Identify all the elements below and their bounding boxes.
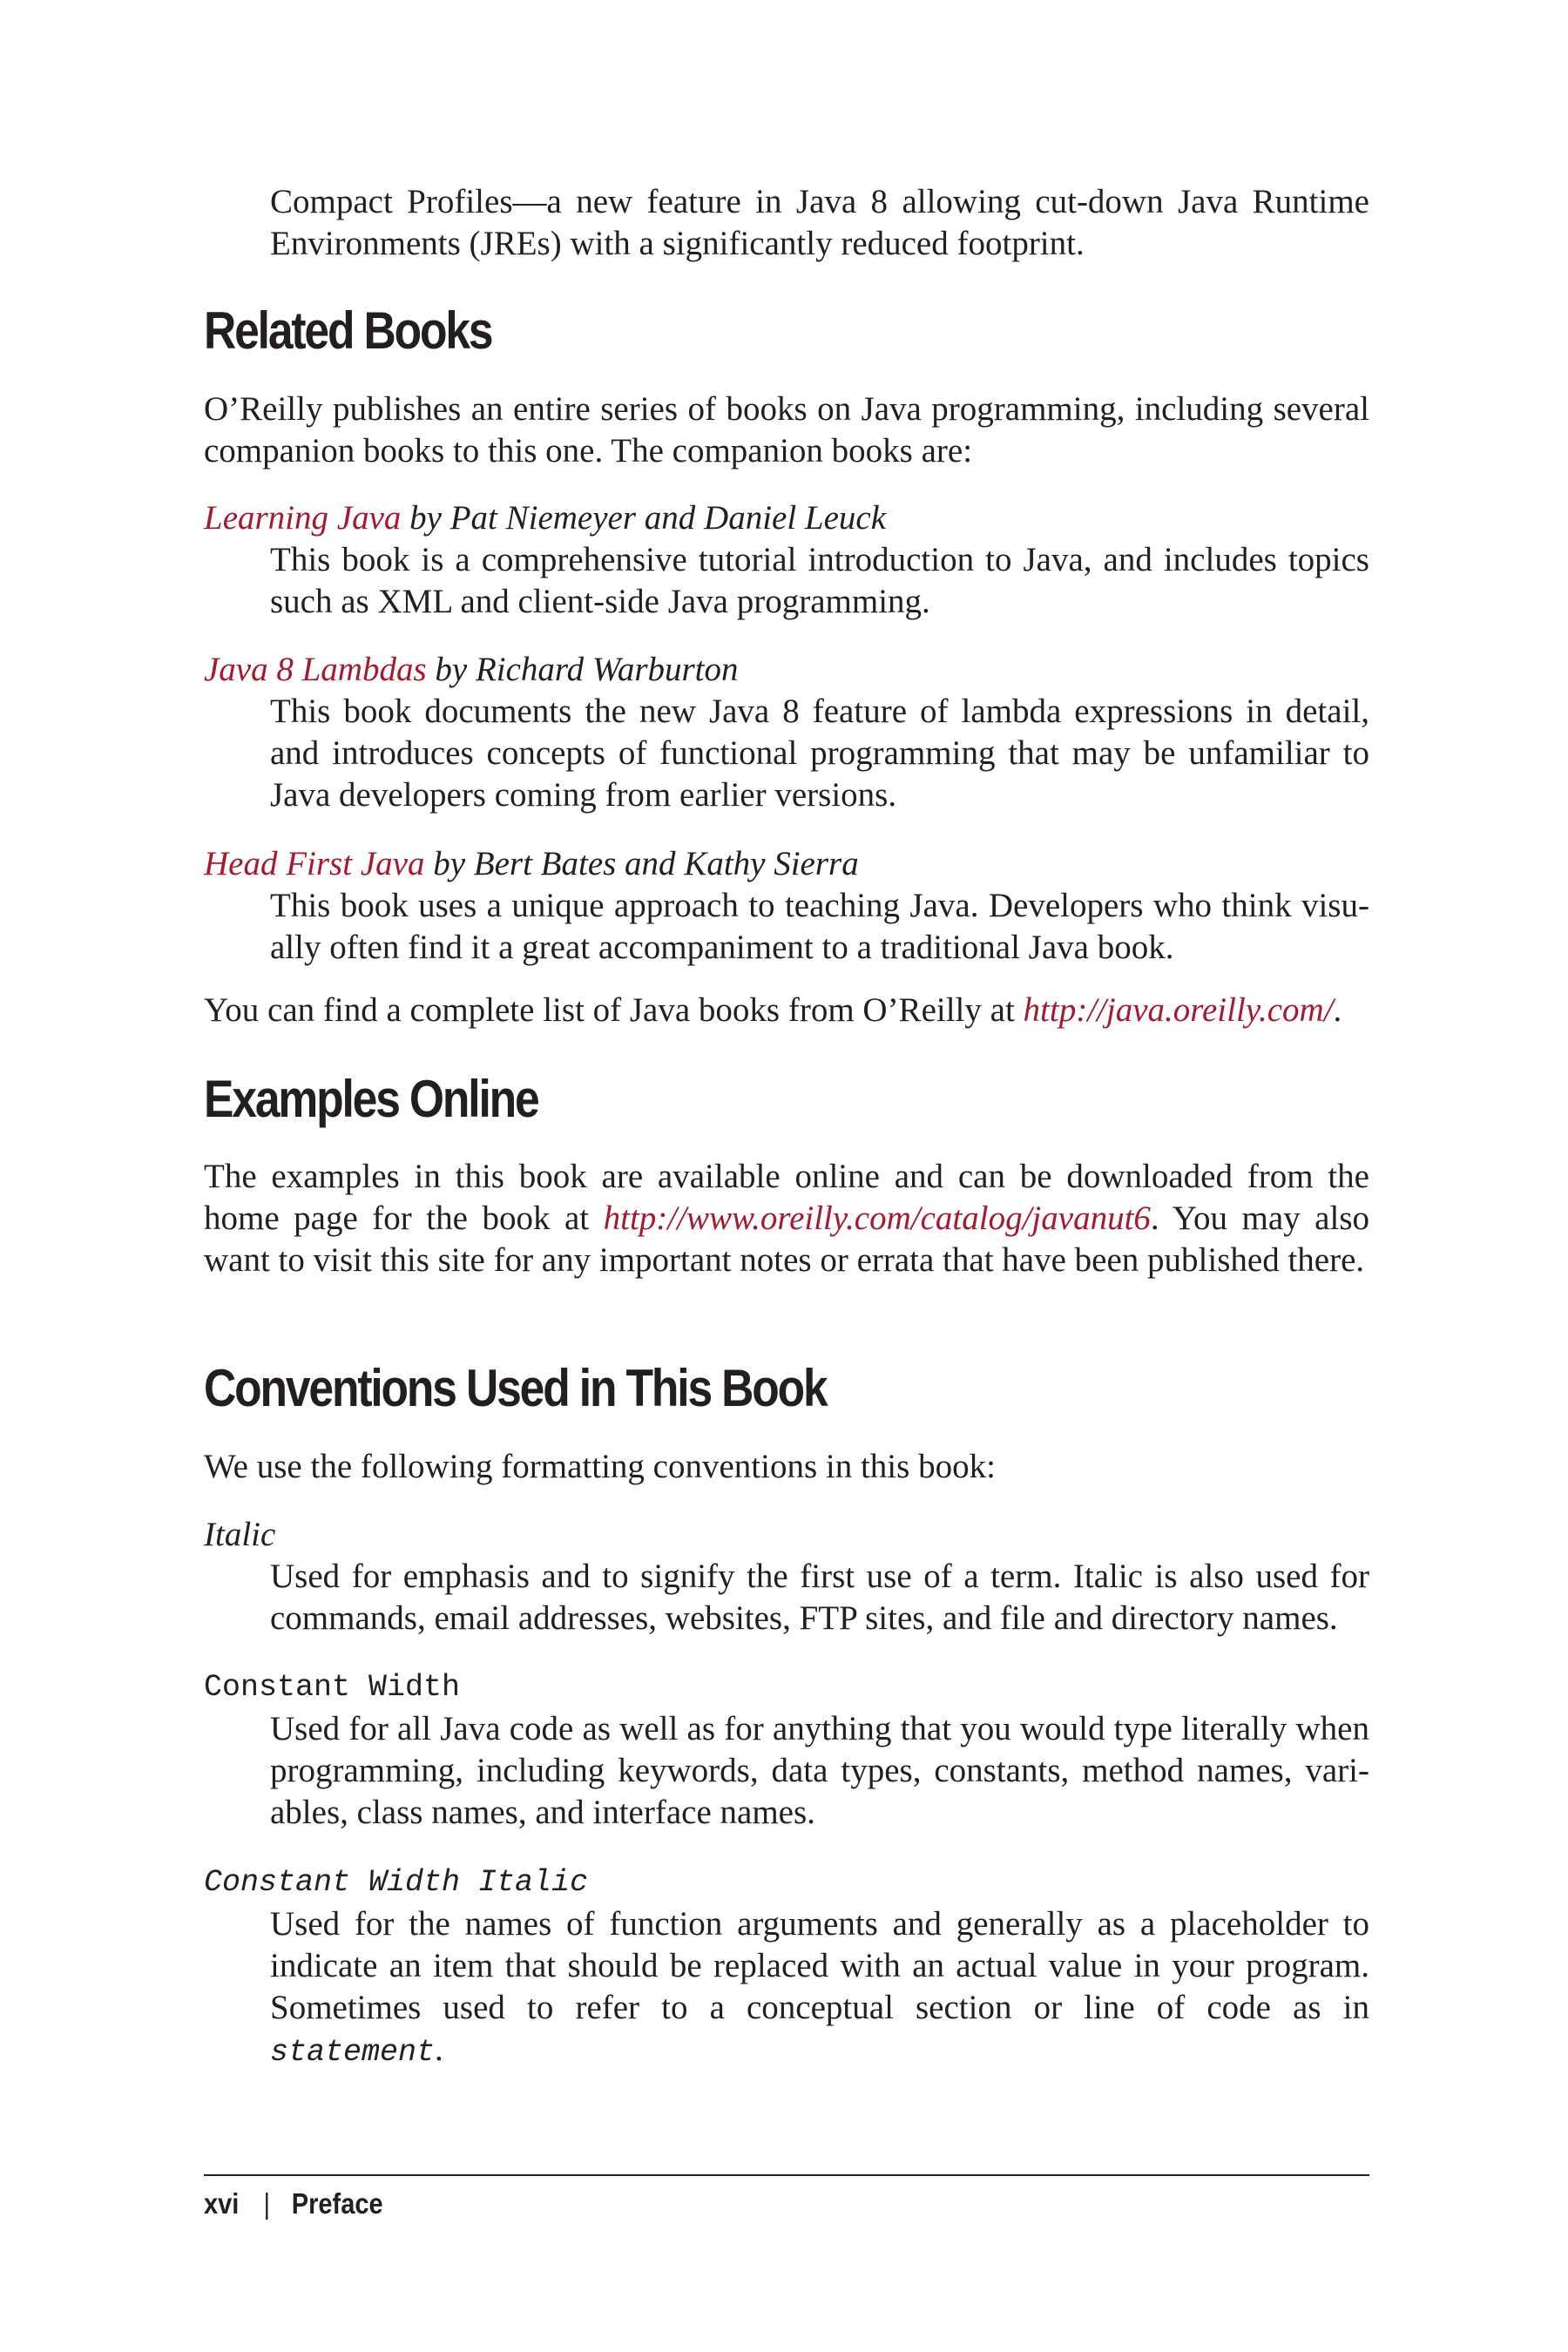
convention-term-constant-width-italic: Constant Width Italic (204, 1865, 589, 1900)
book-description-head-first-java: This book uses a unique approach to teaching Java. Developers who think visually often find it a great accompaniment to a traditional Java book. (270, 887, 1369, 966)
book-description-java-8-lambdas: This book documents the new Java 8 feature of lambda expressions in detail, and introduces concepts of functional programming that may be unfamiliar to Java developers coming from earlier versions. (270, 693, 1369, 814)
related-books-closing (204, 990, 1369, 1031)
description-text: Used for the names of function arguments and generally as a placeholder to indicate an item that should be replaced with an actual value in your program. Sometimes used to refer to a conceptual section or line of code as in (270, 1905, 1369, 2026)
page-number: xvi (204, 2187, 240, 2220)
convention-term-italic: Italic (204, 1516, 276, 1553)
examples-online-heading: Examples Online (204, 1070, 538, 1128)
related-books-intro: O’Reilly publishes an entire series of books on Java programming, including several companion books to this one. The companion books are: (204, 390, 1369, 470)
footer-section-name: Preface (291, 2187, 383, 2220)
book-byline: by Richard Warburton (426, 651, 739, 688)
book-entry-head-first-java (204, 843, 859, 885)
page-footer (204, 2185, 383, 2223)
closing-period: . (1333, 991, 1342, 1029)
convention-description-constant-width-italic (270, 1903, 1369, 2073)
related-books-heading: Related Books (204, 301, 492, 360)
description-period: . (435, 2031, 443, 2068)
closing-text: You can find a complete list of Java books from O’Reilly at (204, 991, 1024, 1029)
compact-profiles-description: Compact Profiles—a new feature in Java 8 allowing cut-down Java Runtime Environments (JREs) with a significantly reduced footprint. (270, 183, 1369, 262)
examples-text-prefix: The examples in this book are available online and can be downloaded from the home page for the book at (204, 1158, 1369, 1237)
conventions-intro: We use the following formatting conventions in this book: (204, 1448, 996, 1485)
convention-description-italic: Used for emphasis and to signify the first use of a term. Italic is also used for commands, email addresses, websites, FTP sites, and file and directory names. (270, 1558, 1369, 1637)
book-title-head-first-java-link[interactable]: Head First Java (204, 845, 425, 882)
statement-code: statement (270, 2035, 436, 2070)
book-page (204, 0, 1369, 2352)
convention-term-constant-width: Constant Width (204, 1670, 461, 1705)
java-oreilly-link[interactable]: http://java.oreilly.com/ (1023, 991, 1334, 1029)
examples-online-text (204, 1156, 1369, 1281)
catalog-link[interactable]: http://www.oreilly.com/catalog/javanut6 (603, 1200, 1151, 1237)
book-byline: by Pat Niemeyer and Daniel Leuck (401, 499, 887, 537)
book-entry-learning-java (204, 497, 886, 539)
footer-separator: | (263, 2187, 271, 2220)
footer-rule (204, 2174, 1369, 2176)
book-title-learning-java-link[interactable]: Learning Java (204, 499, 402, 537)
convention-description-constant-width: Used for all Java code as well as for anything that you would type literally when programming, including keywords, data types, constants, method names, variables, class names, and interface names. (270, 1710, 1369, 1831)
book-description-learning-java: This book is a comprehensive tutorial introduction to Java, and includes topics such as XML and client-side Java programming. (270, 541, 1369, 620)
book-entry-java-8-lambdas (204, 649, 739, 691)
book-byline: by Bert Bates and Kathy Sierra (424, 845, 859, 882)
examples-text-suffix: . You may also want to visit this site for any important notes or errata that have been published there. (204, 1200, 1369, 1279)
book-title-java-8-lambdas-link[interactable]: Java 8 Lambdas (204, 651, 427, 688)
conventions-heading: Conventions Used in This Book (204, 1359, 827, 1417)
